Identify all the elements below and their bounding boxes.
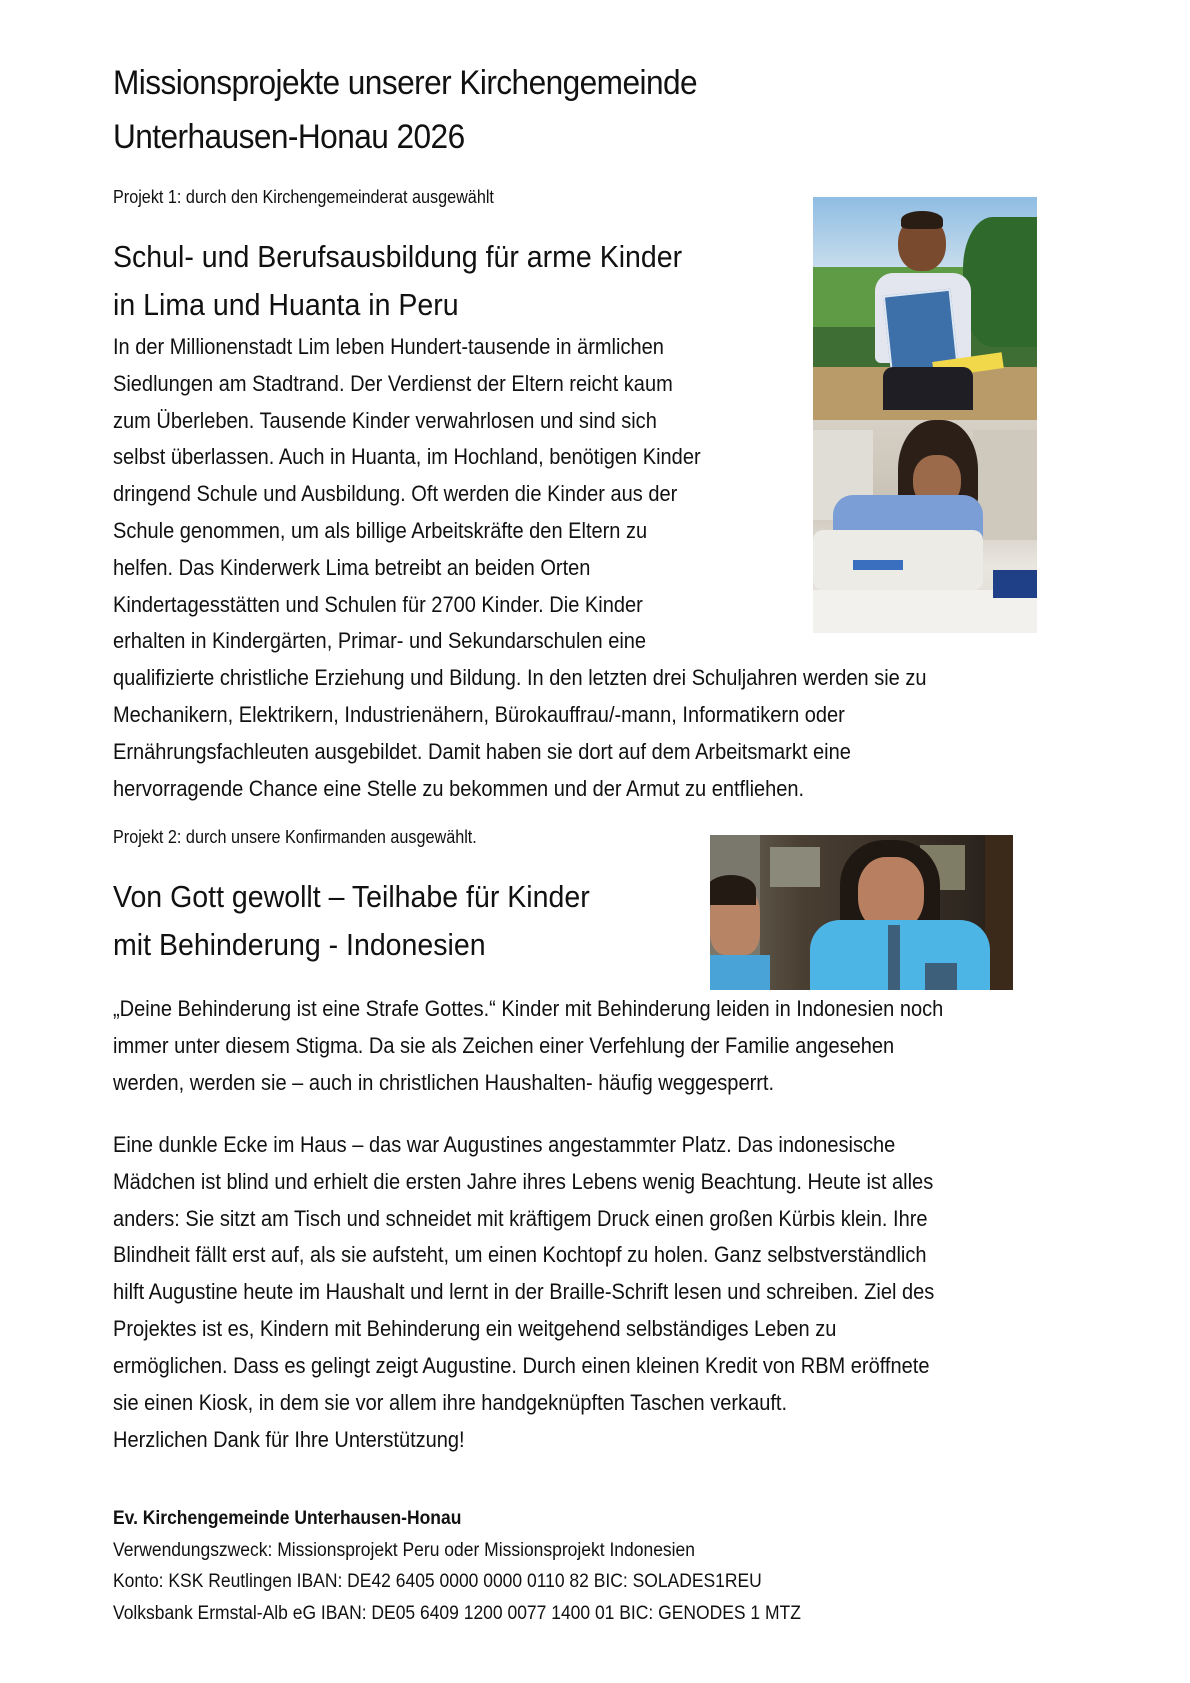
bank-details <box>113 1503 801 1629</box>
body-line: Kindertagesstätten und Schulen für 2700 Kinder. Die Kinder <box>113 591 643 617</box>
photo-boy-with-magazine <box>813 197 1037 410</box>
page-title <box>113 56 697 164</box>
heading-line: in Lima und Huanta in Peru <box>113 287 459 322</box>
body-line: werden, werden sie – auch in christlichen Haushalten- häufig weggesperrt. <box>113 1069 775 1095</box>
body-line: erhalten in Kindergärten, Primar- und Sekundarschulen eine <box>113 628 647 654</box>
heading-line: mit Behinderung - Indonesien <box>113 927 486 962</box>
heading-line: Von Gott gewollt – Teilhabe für Kinder <box>113 879 590 914</box>
photo-girls-indonesia <box>710 835 1013 990</box>
project-1-heading <box>113 233 682 329</box>
body-line: Eine dunkle Ecke im Haus – das war Augustines angestammter Platz. Das indonesische <box>113 1132 896 1157</box>
body-line: „Deine Behinderung ist eine Strafe Gottes.“ Kinder mit Behinderung leiden in Indonesien noch <box>113 996 944 1021</box>
body-line: Mädchen ist blind und erhielt die ersten Jahre ihres Lebens wenig Beachtung. Heute ist alles <box>113 1168 934 1194</box>
body-line: Mechanikern, Elektrikern, Industrienähern, Bürokauffrau/-mann, Informatikern oder <box>113 701 845 727</box>
thanks-line <box>113 1422 465 1459</box>
body-line: Schule genommen, um als billige Arbeitskräfte den Eltern zu <box>113 517 648 543</box>
thanks-text: Herzlichen Dank für Ihre Unterstützung! <box>113 1427 465 1452</box>
title-line: Missionsprojekte unserer Kirchengemeinde <box>113 64 698 102</box>
body-line: Siedlungen am Stadtrand. Der Verdienst der Eltern reicht kaum <box>113 370 673 396</box>
account-volksbank: Volksbank Ermstal-Alb eG IBAN: DE05 6409 1200 0077 1400 01 BIC: GENODES 1 MTZ <box>113 1602 801 1624</box>
body-line: ermöglichen. Dass es gelingt zeigt Augustine. Durch einen kleinen Kredit von RBM eröffnete <box>113 1352 930 1378</box>
body-line: In der Millionenstadt Lim leben Hundert-tausende in ärmlichen <box>113 334 664 359</box>
purpose-line: Verwendungszweck: Missionsprojekt Peru oder Missionsprojekt Indonesien <box>113 1539 696 1561</box>
org-name: Ev. Kirchengemeinde Unterhausen-Honau <box>113 1508 462 1529</box>
body-line: Blindheit fällt erst auf, als sie aufsteht, um einen Kochtopf zu holen. Ganz selbstverständlich <box>113 1242 927 1268</box>
project-1-body <box>113 329 927 807</box>
project-2-paragraph-1 <box>113 991 943 1101</box>
project-2-paragraph-2 <box>113 1127 934 1421</box>
heading-line: Schul- und Berufsausbildung für arme Kinder <box>113 239 683 274</box>
body-line: qualifizierte christliche Erziehung und Bildung. In den letzten drei Schuljahren werden sie zu <box>113 665 927 691</box>
project-1-label: Projekt 1: durch den Kirchengemeinderat ausgewählt <box>113 187 494 207</box>
account-ksk: Konto: KSK Reutlingen IBAN: DE42 6405 0000 0000 0110 82 BIC: SOLADES1REU <box>113 1571 762 1592</box>
body-line: helfen. Das Kinderwerk Lima betreibt an beiden Orten <box>113 554 591 580</box>
body-line: sie einen Kiosk, in dem sie vor allem ihre handgeknüpften Taschen verkauft. <box>113 1389 788 1415</box>
body-line: hilft Augustine heute im Haushalt und lernt in der Braille-Schrift lesen und schreiben. Ziel des <box>113 1279 935 1305</box>
title-line: Unterhausen-Honau 2026 <box>113 118 465 156</box>
body-line: hervorragende Chance eine Stelle zu bekommen und der Armut zu entfliehen. <box>113 775 805 801</box>
body-line: anders: Sie sitzt am Tisch und schneidet mit kräftigem Druck einen großen Kürbis klein. Ihre <box>113 1205 928 1231</box>
body-line: dringend Schule und Ausbildung. Oft werden die Kinder aus der <box>113 481 678 507</box>
body-line: selbst überlassen. Auch in Huanta, im Hochland, benötigen Kinder <box>113 444 701 470</box>
body-line: Ernährungsfachleuten ausgebildet. Damit haben sie dort auf dem Arbeitsmarkt eine <box>113 738 851 764</box>
body-line: Projektes ist es, Kindern mit Behinderung ein weitgehend selbständiges Leben zu <box>113 1315 837 1341</box>
photo-girl-sewing <box>813 410 1037 633</box>
body-line: zum Überleben. Tausende Kinder verwahrlosen und sind sich <box>113 407 657 433</box>
body-line: immer unter diesem Stigma. Da sie als Zeichen einer Verfehlung der Familie angesehen <box>113 1032 895 1058</box>
project-2-heading <box>113 873 590 969</box>
project-2-label: Projekt 2: durch unsere Konfirmanden ausgewählt. <box>113 827 477 847</box>
